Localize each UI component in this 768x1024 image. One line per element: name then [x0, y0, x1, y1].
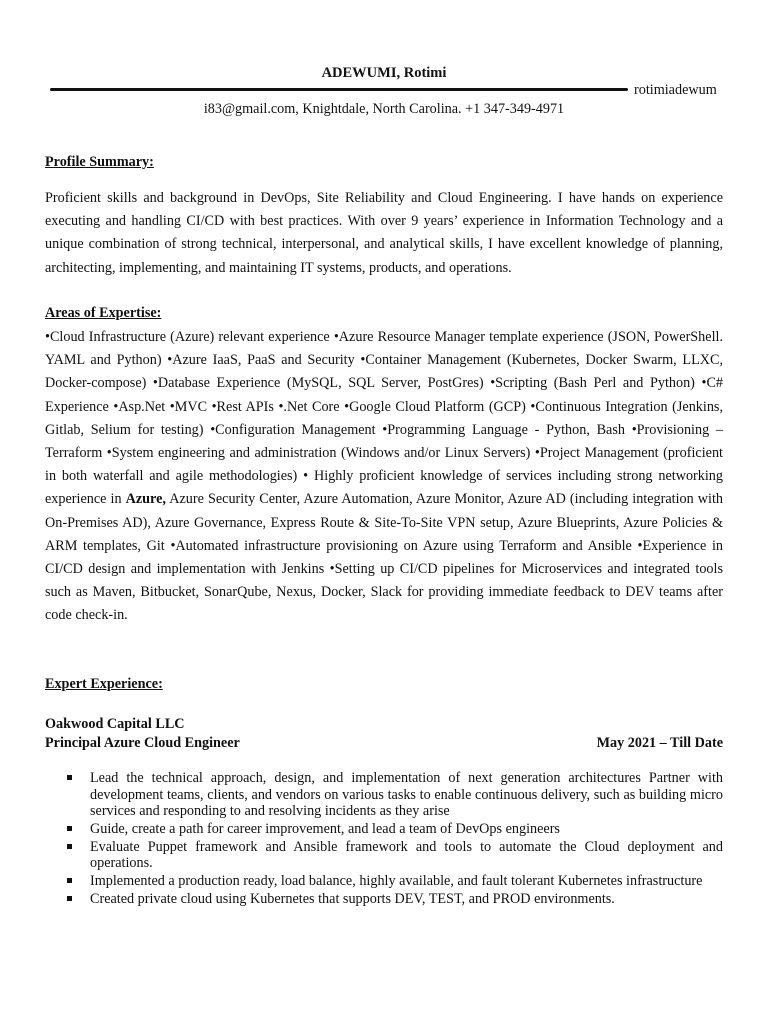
bullet-square-icon: [67, 826, 72, 831]
list-item-text: Evaluate Puppet framework and Ansible framework and tools to automate the Cloud deployment and operations.: [90, 838, 723, 872]
list-item-text: Implemented a production ready, load balance, highly available, and fault tolerant Kubernetes infrastructure: [90, 872, 703, 889]
expertise-bold-azure: Azure,: [125, 491, 166, 508]
job-responsibilities-list: [60, 770, 723, 908]
list-item: [60, 839, 723, 872]
list-item-text: Guide, create a path for career improvement, and lead a team of DevOps engineers: [90, 820, 560, 837]
bullet-square-icon: [67, 896, 72, 901]
contact-line: i83@gmail.com, Knightdale, North Carolina. +1 347-349-4971: [203, 101, 565, 117]
bullet-square-icon: [67, 878, 72, 883]
bullet-square-icon: [67, 775, 72, 780]
bullet-square-icon: [67, 844, 72, 849]
candidate-name: ADEWUMI, Rotimi: [321, 65, 447, 81]
areas-of-expertise-heading: Areas of Expertise:: [45, 305, 162, 321]
profile-summary-text: Proficient skills and background in DevOps, Site Reliability and Cloud Engineering. I have hands on experience executing and handling CI/CD with best practices. With over 9 years’ experience in Information Technology and a unique combination of strong technical, interpersonal, and analytical skills, I have excellent knowledge of planning, architecting, implementing, and maintaining IT systems, products, and operations.: [45, 190, 723, 276]
header-divider: [50, 88, 628, 91]
expertise-text-part-1: •Cloud Infrastructure (Azure) relevant experience •Azure Resource Manager template experience (JSON, PowerShell. YAML and Python) •Azure IaaS, PaaS and Security •Container Management (Kubernetes, Docker Swarm, LLXC, Docker-compose) •Database Experience (MySQL, SQL Server, PostGres) •Scripting (Bash Perl and Python) •C# Experience •Asp.Net •MVC •Rest APIs •.Net Core •Google Cloud Platform (GCP) •Continuous Integration (Jenkins, Gitlab, Selium for testing) •Configuration Management •Programming Language - Python, Bash •Provisioning – Terraform •System engineering and administration (Windows and/or Linux Servers) •Project Management (proficient in both waterfall and agile methodologies) • Highly proficient knowledge of services including strong networking experience in: [45, 329, 723, 508]
list-item: [60, 873, 723, 890]
list-item: [60, 821, 723, 838]
areas-of-expertise-text: [45, 326, 723, 628]
profile-summary-heading: Profile Summary:: [45, 154, 154, 170]
list-item-text: Created private cloud using Kubernetes that supports DEV, TEST, and PROD environments.: [90, 890, 615, 907]
list-item-text: Lead the technical approach, design, and implementation of next generation architectures Partner with development teams, clients, and vendors on various tasks to enable continuous delivery, such as building micro services and responding to and resolving incidents as they arise: [90, 770, 723, 819]
list-item: [60, 891, 723, 908]
expertise-text-part-2: Azure Security Center, Azure Automation, Azure Monitor, Azure AD (including integration with On-Premises AD), Azure Governance, Express Route & Site-To-Site VPN setup, Azure Blueprints, Azure Policies & ARM templates, Git •Automated infrastructure provisioning on Azure using Terraform and Ansible •Experience in CI/CD design and implementation with Jenkins •Setting up CI/CD pipelines for Microservices and integrated tools such as Maven, Bitbucket, SonarQube, Nexus, Docker, Slack for providing immediate feedback to DEV teams after code check-in.: [45, 491, 724, 624]
job-role: Principal Azure Cloud Engineer: [45, 735, 240, 751]
job-dates: May 2021 – Till Date: [596, 735, 723, 751]
expert-experience-heading: Expert Experience:: [45, 676, 163, 692]
list-item: [60, 770, 723, 820]
email-fragment: rotimiadewum: [634, 82, 717, 98]
job-company: Oakwood Capital LLC: [45, 716, 185, 732]
